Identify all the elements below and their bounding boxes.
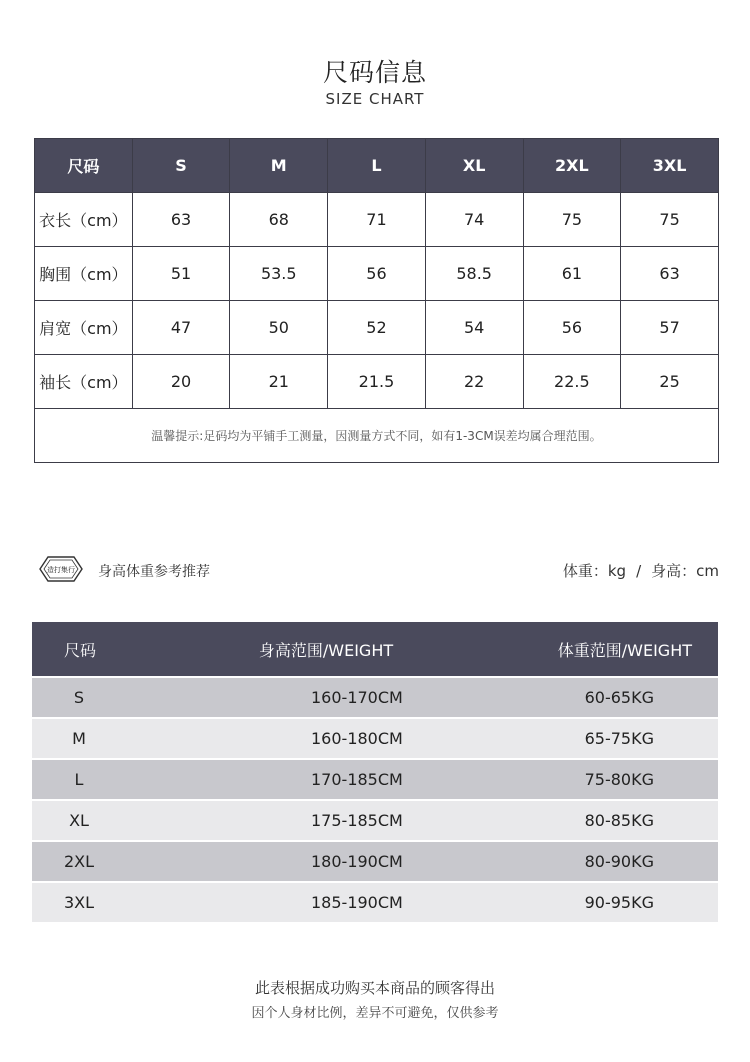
table-row <box>32 840 718 881</box>
weight-cell: 80-85KG <box>526 799 718 840</box>
table-cell: 75 <box>621 193 719 247</box>
recommend-header-row <box>32 622 718 676</box>
table-cell: 68 <box>230 193 328 247</box>
table-cell: 53.5 <box>230 247 328 301</box>
height-cell: 185-190CM <box>126 881 526 922</box>
table-cell: 56 <box>523 301 621 355</box>
table-row <box>32 881 718 922</box>
table-cell: 22 <box>425 355 523 409</box>
table-cell: 52 <box>328 301 426 355</box>
weight-cell: 60-65KG <box>526 676 718 717</box>
table-cell: 74 <box>425 193 523 247</box>
footer-line-1: 此表根据成功购买本商品的顾客得出 <box>254 979 495 997</box>
brand-badge-icon <box>36 554 86 584</box>
size-cell: L <box>32 758 126 799</box>
header-cell: 2XL <box>523 139 621 193</box>
footer-line-2: 因个人身材比例，差异不可避免，仅供参考 <box>251 1006 499 1021</box>
table-row <box>32 799 718 840</box>
size-cell: M <box>32 717 126 758</box>
badge-text: 造打集行 <box>47 566 75 574</box>
header-cell: 身高范围/WEIGHT <box>126 622 526 676</box>
unit-weight: 体重：kg <box>562 562 627 580</box>
table-cell: 58.5 <box>425 247 523 301</box>
recommend-title: 身高体重参考推荐 <box>98 564 210 580</box>
footer-note <box>0 978 750 1023</box>
page-subtitle: SIZE CHART <box>325 90 425 108</box>
height-cell: 175-185CM <box>126 799 526 840</box>
unit-height: 身高：cm <box>651 562 719 580</box>
height-cell: 170-185CM <box>126 758 526 799</box>
header-cell: 体重范围/WEIGHT <box>526 622 718 676</box>
size-cell: 2XL <box>32 840 126 881</box>
header-cell: XL <box>425 139 523 193</box>
table-cell: 61 <box>523 247 621 301</box>
table-row <box>35 301 719 355</box>
table-cell: 21 <box>230 355 328 409</box>
table-row <box>32 676 718 717</box>
table-cell: 54 <box>425 301 523 355</box>
table-cell: 47 <box>132 301 230 355</box>
size-cell: 3XL <box>32 881 126 922</box>
recommend-table <box>32 622 718 922</box>
table-cell: 56 <box>328 247 426 301</box>
table-cell: 75 <box>523 193 621 247</box>
size-cell: XL <box>32 799 126 840</box>
table-row <box>35 193 719 247</box>
size-chart-header-row <box>35 139 719 193</box>
height-cell: 160-180CM <box>126 717 526 758</box>
measurement-note: 温馨提示:足码均为平铺手工测量，因测量方式不同，如有1-3CM误差均属合理范围。 <box>35 409 719 463</box>
table-cell: 50 <box>230 301 328 355</box>
table-row <box>35 247 719 301</box>
page-title-block <box>0 58 750 108</box>
table-cell: 25 <box>621 355 719 409</box>
table-cell: 22.5 <box>523 355 621 409</box>
unit-legend <box>563 560 719 581</box>
table-row <box>32 758 718 799</box>
row-label: 袖长（cm） <box>35 355 133 409</box>
weight-cell: 75-80KG <box>526 758 718 799</box>
size-cell: S <box>32 676 126 717</box>
table-cell: 51 <box>132 247 230 301</box>
height-cell: 160-170CM <box>126 676 526 717</box>
header-cell: 3XL <box>621 139 719 193</box>
row-label: 胸围（cm） <box>35 247 133 301</box>
height-cell: 180-190CM <box>126 840 526 881</box>
table-row <box>32 717 718 758</box>
weight-cell: 65-75KG <box>526 717 718 758</box>
table-cell: 71 <box>328 193 426 247</box>
header-cell: S <box>132 139 230 193</box>
weight-cell: 90-95KG <box>526 881 718 922</box>
note-row <box>35 409 719 463</box>
table-cell: 21.5 <box>328 355 426 409</box>
recommend-header <box>34 550 719 590</box>
table-row <box>35 355 719 409</box>
header-cell: 尺码 <box>32 622 126 676</box>
table-cell: 63 <box>621 247 719 301</box>
table-cell: 57 <box>621 301 719 355</box>
header-cell: L <box>328 139 426 193</box>
table-cell: 63 <box>132 193 230 247</box>
row-label: 肩宽（cm） <box>35 301 133 355</box>
size-chart-table <box>34 138 719 463</box>
unit-separator: / <box>636 562 642 580</box>
page-title: 尺码信息 <box>322 58 427 87</box>
header-cell: 尺码 <box>35 139 133 193</box>
weight-cell: 80-90KG <box>526 840 718 881</box>
row-label: 衣长（cm） <box>35 193 133 247</box>
table-cell: 20 <box>132 355 230 409</box>
header-cell: M <box>230 139 328 193</box>
